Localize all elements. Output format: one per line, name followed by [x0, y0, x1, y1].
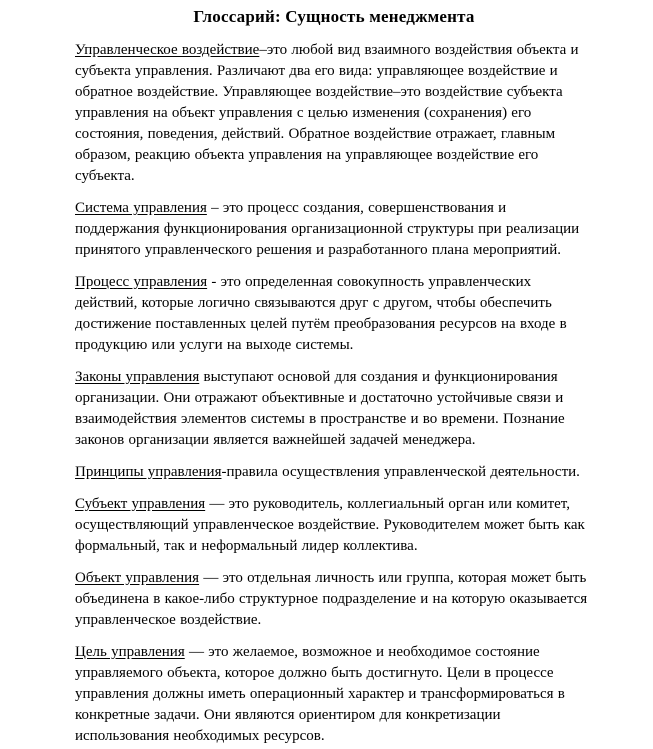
glossary-entry	[75, 40, 593, 187]
glossary-definition: - это определенная совокупность управленческих действий, которые логично связываются друг с другом, чтобы обеспечить достижение поставленных целей путём преобразования ресурсов на входе в продукцию или услуги на выходе системы.	[75, 274, 567, 353]
glossary-entry	[75, 198, 593, 261]
glossary-definition: — это отдельная личность или группа, которая может быть объединена в какое-либо структурное подразделение и на которую оказывается управленческое воздействие.	[75, 570, 588, 628]
glossary-definition: –это любой вид взаимного воздействия объекта и субъекта управления. Различают два его вида: управляющее воздействие и обратное воздействие. Управляющее воздействие–это воздействие субъекта управления на объект управления с целью изменения (сохранения) его состояния, поведения, действий. Обратное воздействие отражает, главным образом, реакцию объекта управления на управляющее воздействие его субъекта.	[75, 42, 579, 184]
glossary-entry	[75, 568, 593, 631]
glossary-definition: — это руководитель, коллегиальный орган или комитет, осуществляющий управленческое воздействие. Руководителем может быть как формальный, так и неформальный лидер коллектива.	[75, 496, 585, 554]
glossary-term: Управленческое воздействие	[75, 42, 260, 58]
glossary-term: Цель управления	[75, 644, 185, 660]
glossary-entry	[75, 642, 593, 747]
page-title: Глоссарий: Сущность менеджмента	[193, 7, 475, 26]
glossary-entry	[75, 462, 593, 483]
glossary-term: Принципы управления	[75, 464, 222, 480]
glossary-term: Субъект управления	[75, 496, 206, 512]
glossary-entry	[75, 367, 593, 451]
glossary-term: Объект управления	[75, 570, 200, 586]
glossary-entry	[75, 272, 593, 356]
glossary-definition: -правила осуществления управленческой деятельности.	[221, 464, 580, 480]
glossary-term: Процесс управления	[75, 274, 208, 290]
glossary-definition: выступают основой для создания и функционирования организации. Они отражают объективные и достаточно устойчивые связи и взаимодействия элементов системы в пространстве и во времени. Познание законов организации является важнейшей задачей менеджера.	[75, 369, 565, 448]
glossary-definition: — это желаемое, возможное и необходимое состояние управляемого объекта, которое должно быть достигнуто. Цели в процессе управления должны иметь операционный характер и трансформироваться в конкретные задачи. Они являются ориентиром для конкретизации использования необходимых ресурсов.	[75, 644, 565, 744]
glossary-definition: – это процесс создания, совершенствования и поддержания функционирования организационной структуры при реализации принятого управленческого решения и разработанного плана мероприятий.	[75, 200, 580, 258]
glossary-entry	[75, 494, 593, 557]
glossary-term: Законы управления	[75, 369, 200, 385]
glossary-term: Система управления	[75, 200, 207, 216]
